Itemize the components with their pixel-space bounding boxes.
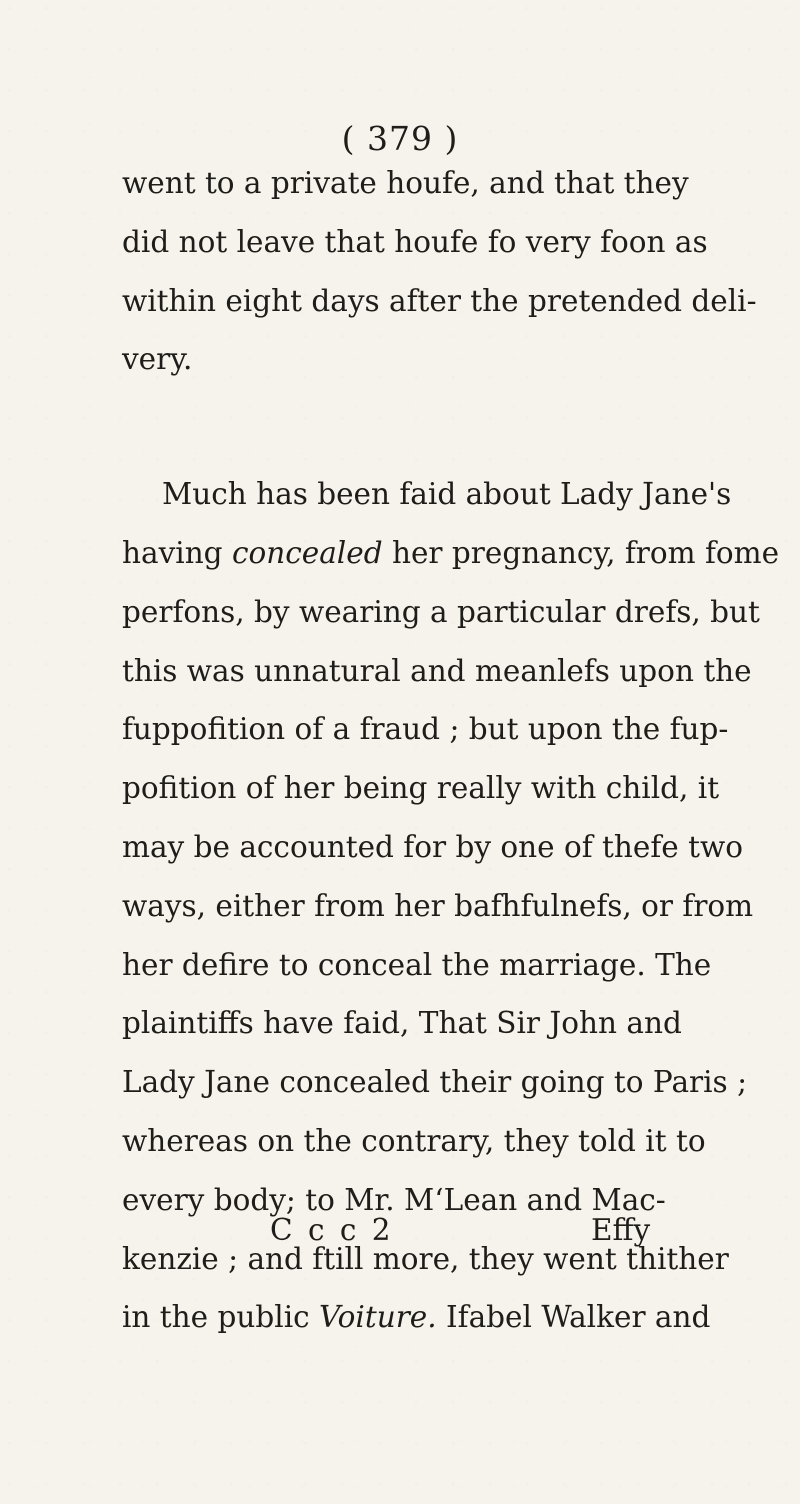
text-line: kenzie ; and ftill more, they went thither xyxy=(122,1241,729,1276)
italic-word-voiture: Voiture. xyxy=(319,1300,437,1335)
text-line: within eight days after the pretended deli- xyxy=(122,283,757,318)
page-footer xyxy=(0,1213,800,1273)
italic-word-concealed: concealed xyxy=(231,535,383,570)
text-line: this was unnatural and meanlefs upon the xyxy=(122,653,752,688)
paragraph-gap xyxy=(122,389,656,465)
text-line: perfons, by wearing a particular drefs, but xyxy=(122,594,760,629)
catchword: Effy xyxy=(591,1213,651,1247)
text-line-with-italic xyxy=(122,524,780,583)
text-fragment: her pregnancy, from fome xyxy=(382,535,780,570)
text-line: very. xyxy=(122,342,193,377)
text-line: Much has been faid about Lady Jane's xyxy=(162,477,732,512)
page-body-text xyxy=(122,154,780,1347)
text-line: did not leave that houfe fo very foon as xyxy=(122,224,708,259)
text-line-with-italic xyxy=(122,1288,711,1347)
signature-mark: C c c 2 xyxy=(270,1213,394,1247)
text-fragment: having xyxy=(122,535,232,570)
text-fragment: Ifabel Walker and xyxy=(436,1300,711,1335)
text-line: ways, either from her bafhfulnefs, or from xyxy=(122,888,754,923)
text-line: whereas on the contrary, they told it to xyxy=(122,1123,706,1158)
text-line: every body; to Mr. M‘Lean and Mac- xyxy=(122,1182,666,1217)
text-line: pofition of her being really with child, it xyxy=(122,771,720,806)
text-line: may be accounted for by one of thefe two xyxy=(122,829,743,864)
text-line: her defire to conceal the marriage. The xyxy=(122,947,712,982)
text-fragment: in the public xyxy=(122,1300,320,1335)
text-line: Lady Jane concealed their going to Paris ; xyxy=(122,1065,748,1100)
text-line: went to a private houfe, and that they xyxy=(122,166,689,200)
page-number: ( 379 ) xyxy=(341,119,459,158)
text-line: fuppofition of a fraud ; but upon the fup- xyxy=(122,712,729,747)
text-line: plaintiffs have faid, That Sir John and xyxy=(122,1006,682,1041)
